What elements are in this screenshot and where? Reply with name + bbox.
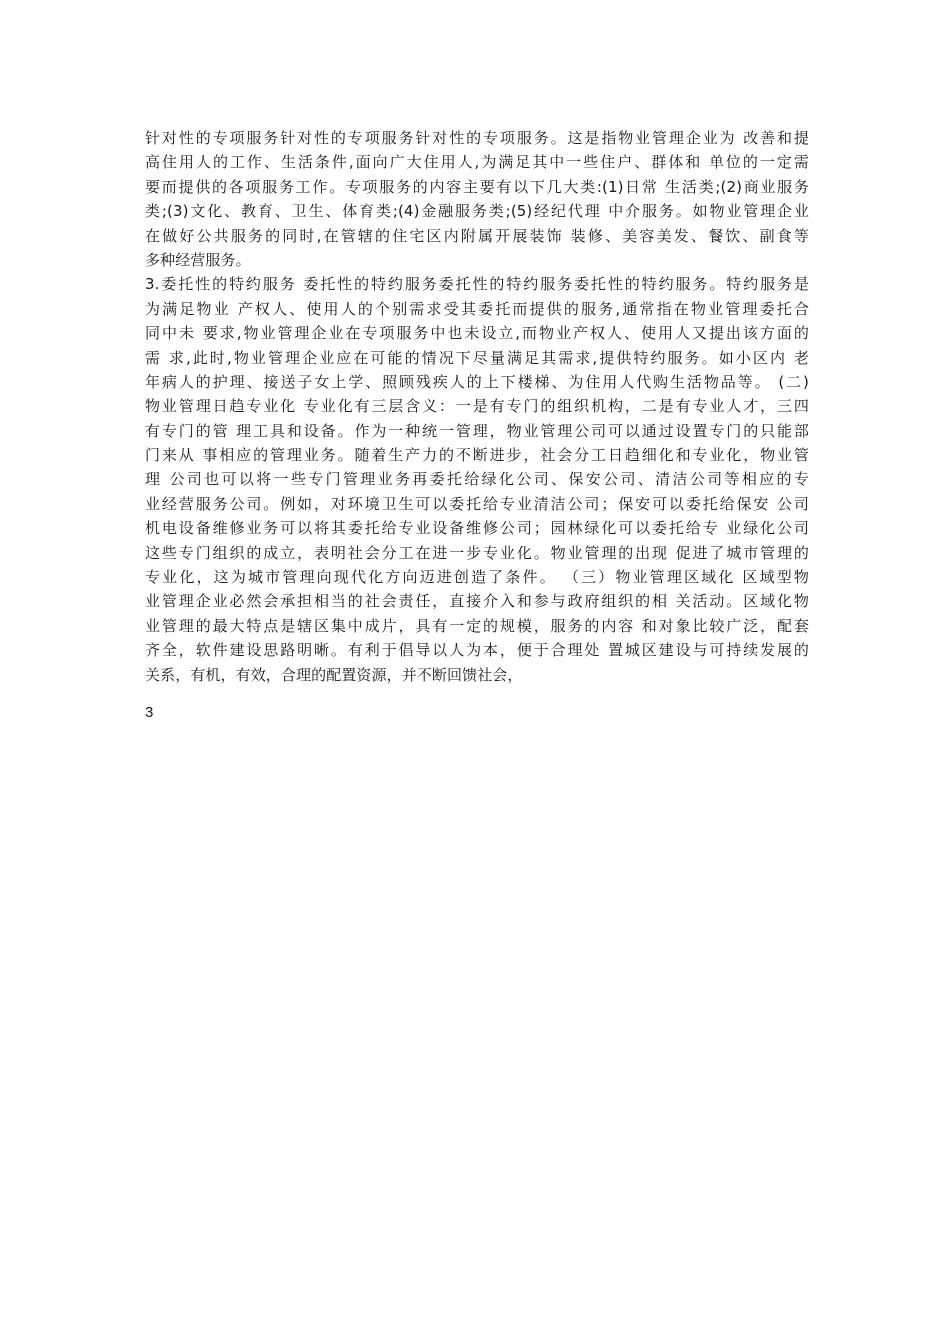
text-line: 物业管理日趋专业化 专业化有三层含义：一是有专门的组织机构，二是有专业人才，三四 [145, 397, 809, 416]
text-line: 有专门的管 理工具和设备。作为一种统一管理，物业管理公司可以通过设置专门的只能部 [145, 421, 809, 440]
text-line: 这些专门组织的成立，表明社会分工在进一步专业化。物业管理的出现 促进了城市管理的 [145, 543, 809, 562]
text-line: 机电设备维修业务可以将其委托给专业设备维修公司；园林绿化可以委托给专 业绿化公司 [145, 519, 809, 538]
text-line: 同中未 要求,物业管理企业在专项服务中也未设立,而物业产权人、使用人又提出该方面的 [145, 324, 809, 343]
text-line: 关系，有机，有效，合理的配置资源，并不断回馈社会， [145, 665, 523, 684]
text-line: 齐全，软件建设思路明晰。有利于倡导以人为本，便于合理处 置城区建设与可持续发展的 [145, 641, 809, 660]
text-line: 针对性的专项服务针对性的专项服务针对性的专项服务。这是指物业管理企业为 改善和提 [145, 129, 809, 147]
text-line: 业经营服务公司。例如，对环境卫生可以委托给专业清洁公司；保安可以委托给保安 公司 [145, 494, 809, 513]
text-line: 业管理的最大特点是辖区集中成片，具有一定的规模，服务的内容 和对象比较广泛，配套 [145, 616, 809, 635]
text-line: 专业化，这为城市管理向现代化方向迈进创造了条件。 （三）物业管理区域化 区域型物 [145, 568, 809, 587]
text-line: 类;(3)文化、教育、卫生、体育类;(4)金融服务类;(5)经纪代理 中介服务。如物业管理企业 [145, 202, 809, 221]
text-line: 需 求,此时,物业管理企业应在可能的情况下尽量满足其需求,提供特约服务。如小区内 老 [145, 348, 809, 367]
text-line: 要而提供的各项服务工作。专项服务的内容主要有以下几大类:(1)日常 生活类;(2)商业服务 [145, 177, 809, 196]
text-line: 多种经营服务。 [145, 250, 251, 269]
text-line: 在做好公共服务的同时,在管辖的住宅区内附属开展装饰 装修、美容美发、餐饮、副食等 [145, 226, 809, 245]
body-text [145, 126, 809, 687]
text-line: 业管理企业必然会承担相当的社会责任，直接介入和参与政府组织的相 关活动。区域化物 [145, 592, 809, 611]
page-number: 3 [145, 704, 154, 721]
text-line: 年病人的护理、接送子女上学、照顾残疾人的上下楼梯、为住用人代购生活物品等。 (二) [145, 372, 809, 391]
text-line: 理 公司也可以将一些专门管理业务再委托给绿化公司、保安公司、清洁公司等相应的专 [145, 470, 809, 489]
text-line: 为满足物业 产权人、使用人的个别需求受其委托而提供的服务,通常指在物业管理委托合 [145, 299, 809, 318]
text-line: 门来从 事相应的管理业务。随着生产力的不断进步，社会分工日趋细化和专业化，物业管 [145, 446, 809, 465]
text-line: 3.委托性的特约服务 委托性的特约服务委托性的特约服务委托性的特约服务。特约服务是 [145, 275, 809, 294]
text-line: 高住用人的工作、生活条件,面向广大住用人,为满足其中一些住户、群体和 单位的一定需 [145, 153, 809, 172]
